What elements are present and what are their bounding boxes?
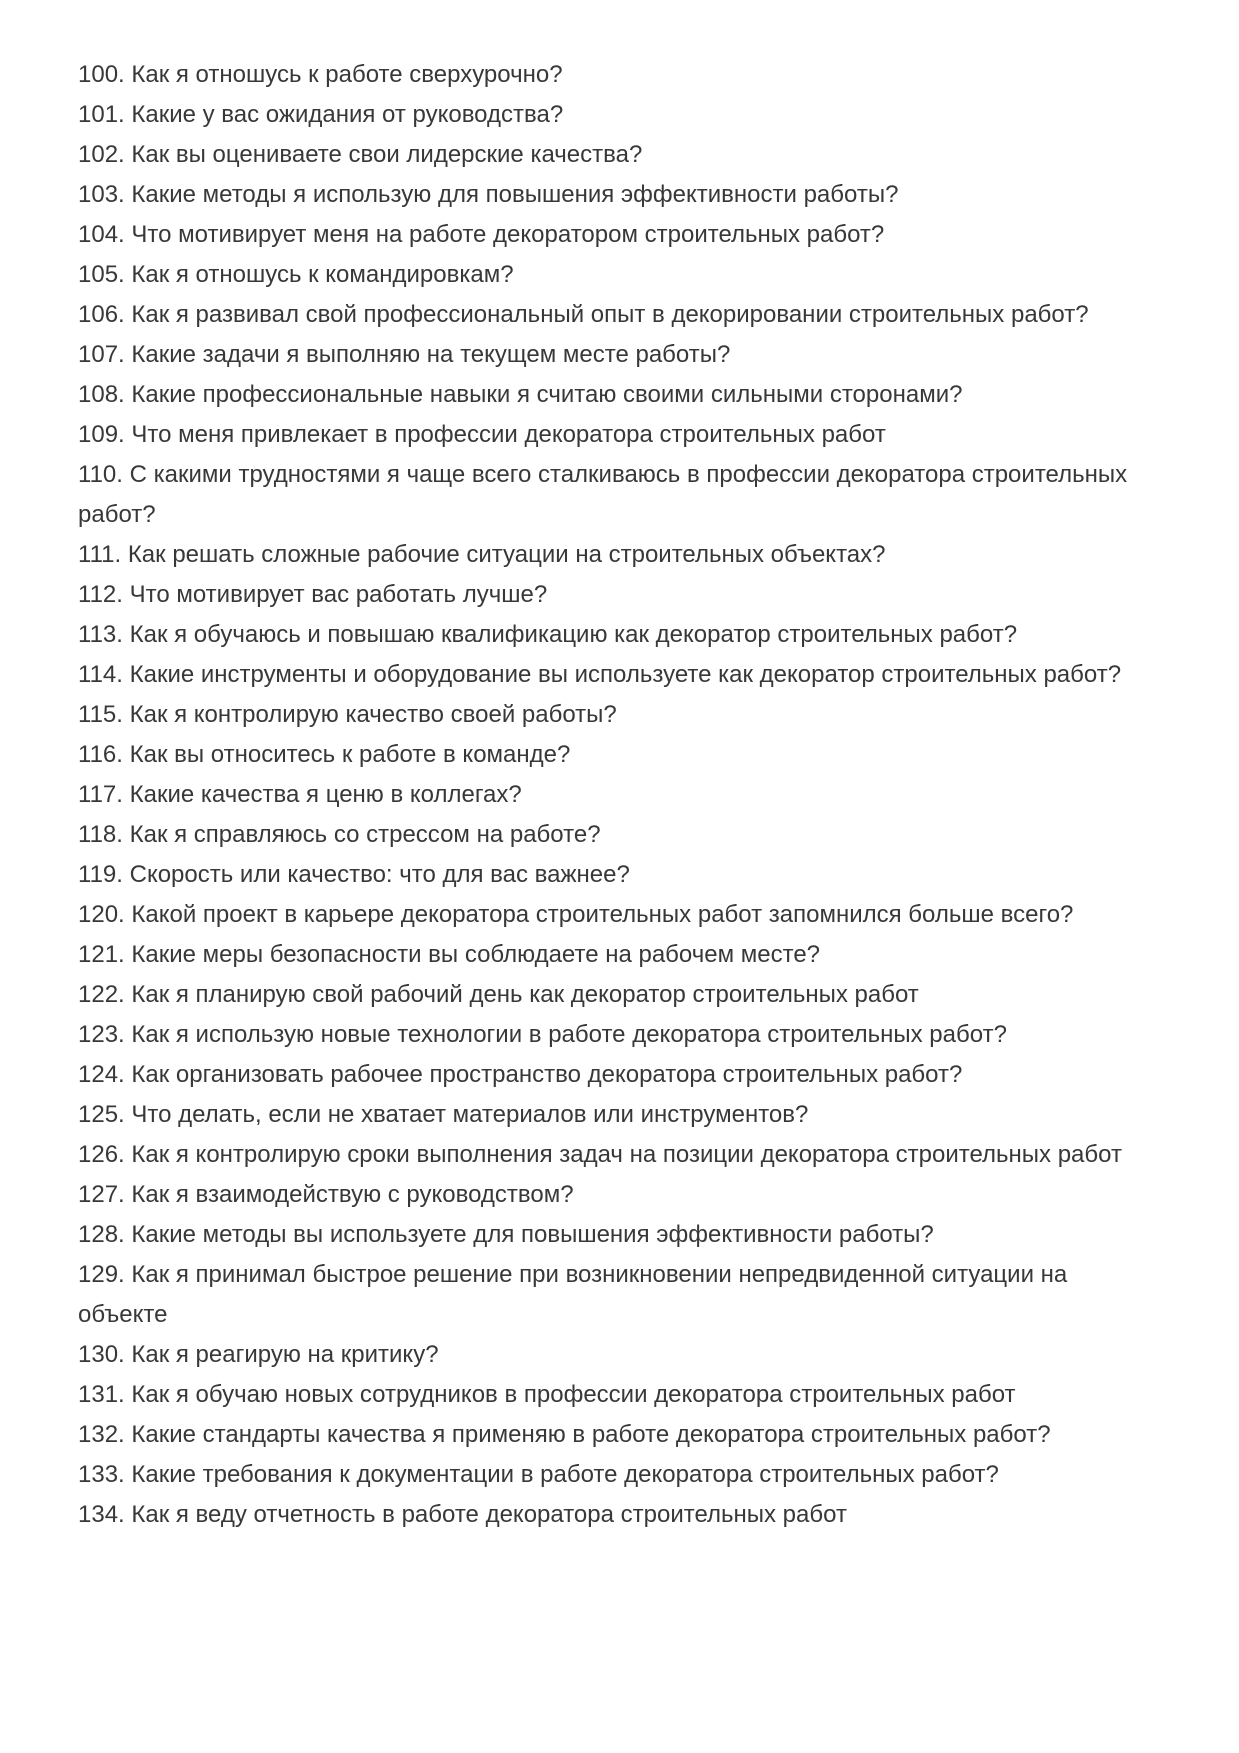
question-item [78, 415, 1141, 455]
question-item [78, 1415, 1141, 1455]
question-number: 109. [78, 421, 125, 448]
question-number: 115. [78, 701, 123, 728]
question-text: Как я контролирую качество своей работы? [129, 701, 617, 728]
question-item [78, 295, 1141, 335]
question-list [78, 55, 1141, 1535]
question-item [78, 1095, 1141, 1135]
question-text: Как я взаимодействую с руководством? [131, 1181, 574, 1208]
question-item [78, 255, 1141, 295]
question-text: Как организовать рабочее пространство декоратора строительных работ? [131, 1061, 963, 1088]
question-number: 102. [78, 141, 125, 168]
question-item [78, 1375, 1141, 1415]
question-text: Как я отношусь к работе сверхурочно? [131, 61, 563, 88]
question-text: Как я реагирую на критику? [131, 1341, 439, 1368]
question-number: 128. [78, 1221, 125, 1248]
question-text: Как я справляюсь со стрессом на работе? [129, 821, 601, 848]
question-item [78, 1255, 1141, 1335]
question-text: Как я обучаю новых сотрудников в профессии декоратора строительных работ [131, 1381, 1016, 1408]
question-item [78, 1335, 1141, 1375]
question-item [78, 615, 1141, 655]
question-text: Какие методы я использую для повышения эффективности работы? [131, 181, 899, 208]
question-number: 125. [78, 1101, 125, 1128]
question-number: 114. [78, 661, 123, 688]
question-text: С какими трудностями я чаще всего сталкиваюсь в профессии декоратора строительных работ? [78, 461, 1128, 528]
question-number: 100. [78, 61, 125, 88]
question-text: Как я обучаюсь и повышаю квалификацию как декоратор строительных работ? [129, 621, 1018, 648]
question-number: 132. [78, 1421, 125, 1448]
question-text: Что мотивирует меня на работе декоратором строительных работ? [131, 221, 885, 248]
question-number: 105. [78, 261, 125, 288]
question-item [78, 1015, 1141, 1055]
question-item [78, 655, 1141, 695]
question-number: 104. [78, 221, 125, 248]
question-item [78, 175, 1141, 215]
question-item [78, 335, 1141, 375]
question-text: Какие инструменты и оборудование вы используете как декоратор строительных работ? [129, 661, 1122, 688]
question-item [78, 135, 1141, 175]
question-item [78, 1455, 1141, 1495]
question-text: Какие требования к документации в работе декоратора строительных работ? [131, 1461, 999, 1488]
question-number: 103. [78, 181, 125, 208]
question-number: 108. [78, 381, 125, 408]
question-item [78, 695, 1141, 735]
question-number: 106. [78, 301, 125, 328]
question-text: Как я принимал быстрое решение при возникновении непредвиденной ситуации на объекте [78, 1261, 1068, 1328]
question-item [78, 735, 1141, 775]
question-item [78, 215, 1141, 255]
question-text: Какие методы вы используете для повышения эффективности работы? [131, 1221, 934, 1248]
question-text: Как я планирую свой рабочий день как декоратор строительных работ [131, 981, 919, 1008]
question-number: 131. [78, 1381, 125, 1408]
question-number: 127. [78, 1181, 125, 1208]
question-number: 130. [78, 1341, 125, 1368]
question-number: 119. [78, 861, 123, 888]
question-item [78, 775, 1141, 815]
question-item [78, 95, 1141, 135]
question-text: Как решать сложные рабочие ситуации на строительных объектах? [127, 541, 886, 568]
question-item [78, 55, 1141, 95]
question-item [78, 1215, 1141, 1255]
question-number: 107. [78, 341, 125, 368]
question-number: 133. [78, 1461, 125, 1488]
question-item [78, 855, 1141, 895]
question-text: Как вы относитесь к работе в команде? [129, 741, 571, 768]
question-text: Что меня привлекает в профессии декоратора строительных работ [131, 421, 886, 448]
question-item [78, 535, 1141, 575]
question-number: 126. [78, 1141, 125, 1168]
question-text: Как я контролирую сроки выполнения задач на позиции декоратора строительных работ [131, 1141, 1122, 1168]
question-text: Скорость или качество: что для вас важнее? [129, 861, 630, 888]
question-text: Какие качества я ценю в коллегах? [129, 781, 522, 808]
question-text: Какие меры безопасности вы соблюдаете на рабочем месте? [131, 941, 821, 968]
question-number: 117. [78, 781, 123, 808]
question-text: Как я веду отчетность в работе декоратора строительных работ [131, 1501, 847, 1528]
question-item [78, 1175, 1141, 1215]
question-text: Какие у вас ожидания от руководства? [131, 101, 564, 128]
question-text: Как я развивал свой профессиональный опыт в декорировании строительных работ? [131, 301, 1089, 328]
question-text: Какие задачи я выполняю на текущем месте работы? [131, 341, 731, 368]
question-item [78, 895, 1141, 935]
question-text: Как вы оцениваете свои лидерские качества? [131, 141, 643, 168]
question-item [78, 455, 1141, 535]
question-number: 101. [78, 101, 125, 128]
question-number: 112. [78, 581, 123, 608]
question-text: Как я использую новые технологии в работе декоратора строительных работ? [131, 1021, 1007, 1048]
question-number: 111. [78, 541, 122, 568]
question-number: 129. [78, 1261, 125, 1288]
question-number: 134. [78, 1501, 125, 1528]
question-number: 124. [78, 1061, 125, 1088]
question-number: 116. [78, 741, 123, 768]
question-text: Какие стандарты качества я применяю в работе декоратора строительных работ? [131, 1421, 1051, 1448]
question-item [78, 375, 1141, 415]
question-number: 118. [78, 821, 123, 848]
question-number: 113. [78, 621, 123, 648]
question-item [78, 1495, 1141, 1535]
question-number: 123. [78, 1021, 125, 1048]
question-item [78, 1055, 1141, 1095]
question-text: Как я отношусь к командировкам? [131, 261, 514, 288]
question-text: Что мотивирует вас работать лучше? [129, 581, 548, 608]
question-item [78, 575, 1141, 615]
question-text: Какие профессиональные навыки я считаю своими сильными сторонами? [131, 381, 963, 408]
question-item [78, 815, 1141, 855]
question-number: 122. [78, 981, 125, 1008]
question-number: 120. [78, 901, 125, 928]
question-item [78, 935, 1141, 975]
question-number: 110. [78, 461, 123, 488]
question-number: 121. [78, 941, 125, 968]
question-text: Какой проект в карьере декоратора строительных работ запомнился больше всего? [131, 901, 1074, 928]
question-item [78, 1135, 1141, 1175]
question-item [78, 975, 1141, 1015]
question-text: Что делать, если не хватает материалов или инструментов? [131, 1101, 809, 1128]
